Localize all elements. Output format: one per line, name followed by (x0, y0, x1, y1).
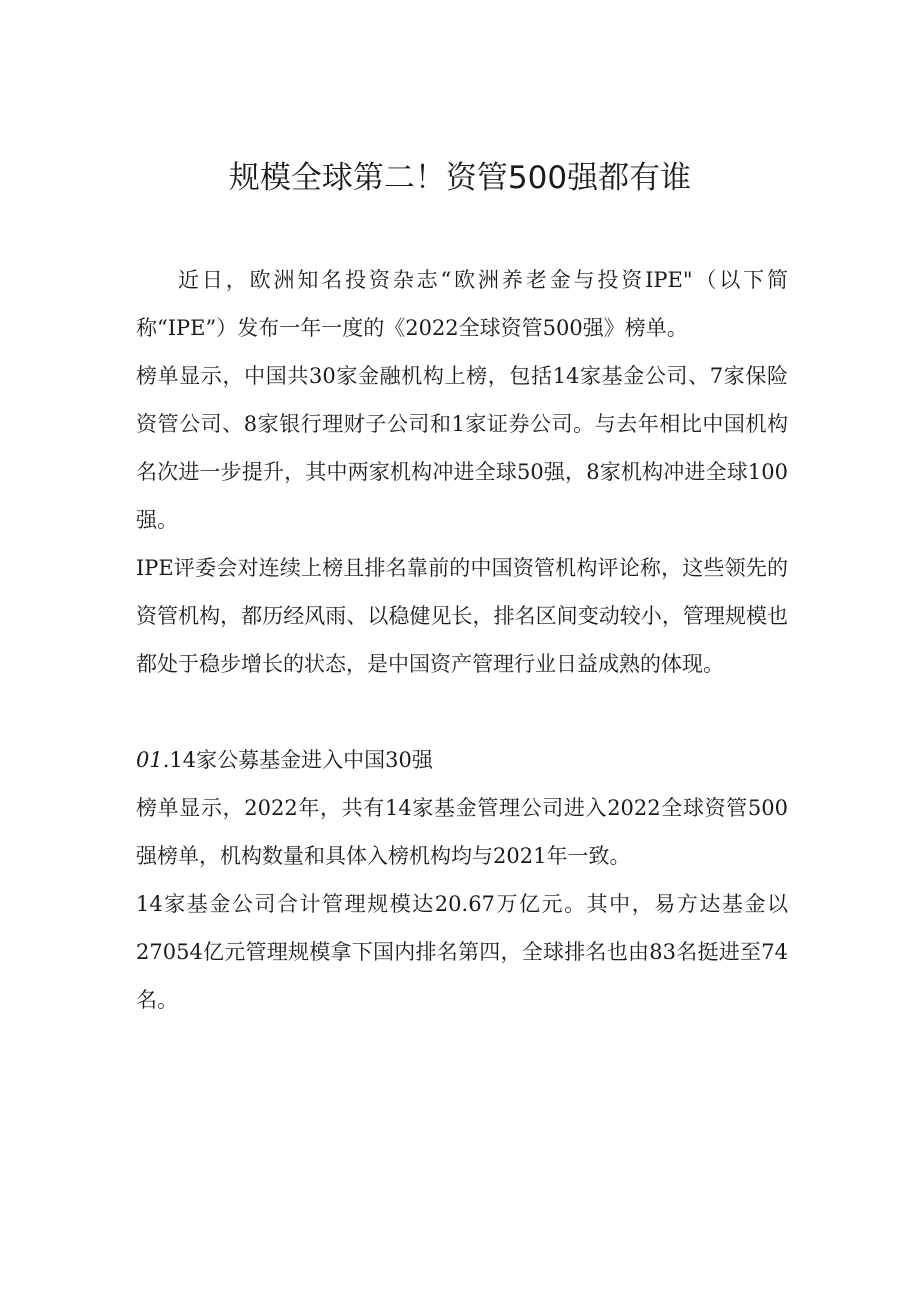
section-spacer (136, 688, 788, 736)
intro-paragraph: 近日，欧洲知名投资杂志“欧洲养老金与投资IPE"（以下简称“IPE”）发布一年一度的《2022全球资管500强》榜单。 (136, 268, 788, 340)
fund-count-paragraph: 榜单显示，2022年，共有14家基金管理公司进入2022全球资管500强榜单，机构数量和具体入榜机构均与2021年一致。 (136, 796, 788, 868)
section-heading (136, 736, 788, 784)
commentary-paragraph: IPE评委会对连续上榜且排名靠前的中国资管机构评论称，这些领先的资管机构，都历经风雨、以稳健见长，排名区间变动较小，管理规模也都处于稳步增长的状态，是中国资产管理行业日益成熟的体现。 (136, 556, 788, 676)
section-number: 01. (136, 748, 170, 772)
section-heading-text: 14家公募基金进入中国30强 (169, 748, 433, 772)
document-title: 规模全球第二！资管500强都有谁 (228, 160, 692, 196)
fund-scale-paragraph: 14家基金公司合计管理规模达20.67万亿元。其中，易方达基金以27054亿元管理规模拿下国内排名第四，全球排名也由83名挺进至74名。 (136, 892, 788, 1012)
ranking-paragraph: 榜单显示，中国共30家金融机构上榜，包括14家基金公司、7家保险资管公司、8家银行理财子公司和1家证券公司。与去年相比中国机构名次进一步提升，其中两家机构冲进全球50强，8家机构冲进全球100强。 (136, 364, 788, 532)
document-body (136, 256, 788, 1024)
